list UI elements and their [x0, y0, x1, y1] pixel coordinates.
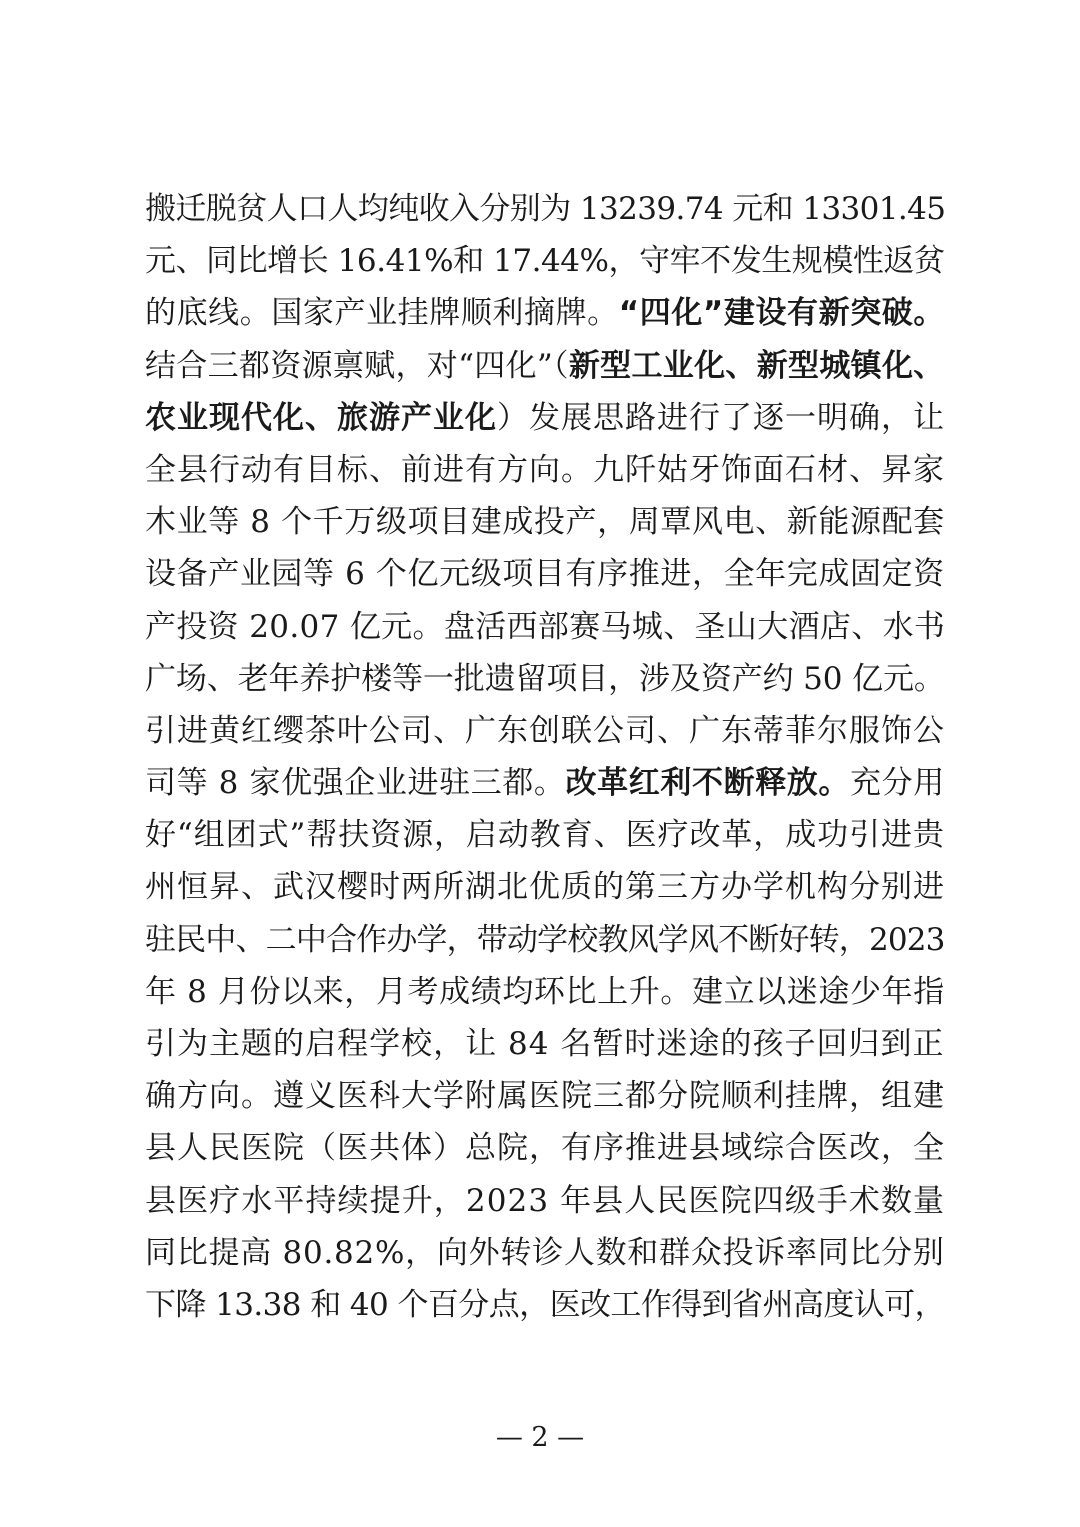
text-line — [145, 705, 945, 757]
paragraph-text: 全县行动有目标、前进有方向。九阡姑牙饰面石材、昇家 — [145, 451, 945, 488]
text-line — [145, 548, 945, 600]
paragraph-text: 好“组团式”帮扶资源，启动教育、医疗改革，成功引进贵 — [145, 817, 945, 854]
body-text — [145, 183, 945, 1331]
text-line — [145, 496, 945, 548]
text-line — [145, 444, 945, 496]
text-line — [145, 1070, 945, 1122]
paragraph-text: 充分用 — [850, 765, 945, 802]
paragraph-text: ）发展思路进行了逐一明确，让 — [497, 399, 945, 436]
text-line — [145, 757, 945, 809]
text-line — [145, 1279, 945, 1331]
paragraph-text: 设备产业园等 6 个亿元级项目有序推进，全年完成固定资 — [145, 556, 945, 593]
paragraph-text: 下降 13.38 和 40 个百分点，医改工作得到省州高度认可， — [145, 1286, 945, 1323]
text-line — [145, 183, 945, 235]
text-line — [145, 392, 945, 444]
paragraph-text: 年 8 月份以来，月考成绩均环比上升。建立以迷途少年指 — [145, 973, 945, 1010]
paragraph-text: 引进黄红缨茶叶公司、广东创联公司、广东蒂菲尔服饰公 — [145, 712, 945, 749]
page-number: — 2 — — [495, 1422, 585, 1453]
paragraph-text: 产投资 20.07 亿元。盘活西部赛马城、圣山大酒店、水书 — [145, 608, 945, 645]
bold-heading-text: 新型工业化、新型城镇化、 — [568, 347, 945, 384]
paragraph-text: 搬迁脱贫人口人均纯收入分别为 13239.74 元和 13301.45 — [145, 191, 945, 227]
paragraph-text: 的底线。国家产业挂牌顺利摘牌。 — [145, 295, 619, 332]
paragraph-text: 确方向。遵义医科大学附属医院三都分院顺利挂牌，组建 — [145, 1078, 945, 1115]
paragraph-text: 木业等 8 个千万级项目建成投产，周覃风电、新能源配套 — [145, 504, 945, 541]
paragraph-text: 同比提高 80.82%，向外转诊人数和群众投诉率同比分别 — [145, 1234, 945, 1271]
text-line — [145, 861, 945, 913]
paragraph-text: 驻民中、二中合作办学，带动学校教风学风不断好转，2023 — [145, 921, 945, 958]
text-line — [145, 235, 945, 287]
text-line — [145, 601, 945, 653]
paragraph-text: 州恒昇、武汉樱时两所湖北优质的第三方办学机构分别进 — [145, 869, 945, 906]
bold-heading-text: 农业现代化、旅游产业化 — [145, 399, 497, 436]
paragraph-text: 司等 8 家优强企业进驻三都。 — [145, 765, 566, 802]
text-line — [145, 1018, 945, 1070]
text-line — [145, 966, 945, 1018]
text-line — [145, 809, 945, 861]
paragraph-text: 县医疗水平持续提升，2023 年县人民医院四级手术数量 — [145, 1182, 945, 1219]
text-line — [145, 1227, 945, 1279]
text-line — [145, 653, 945, 705]
paragraph-text: 县人民医院（医共体）总院，有序推进县域综合医改，全 — [145, 1130, 945, 1167]
paragraph-text: 引为主题的启程学校，让 84 名暂时迷途的孩子回归到正 — [145, 1026, 945, 1062]
paragraph-text: 广场、老年养护楼等一批遗留项目，涉及资产约 50 亿元。 — [145, 660, 945, 697]
paragraph-text: 结合三都资源禀赋，对“四化”（ — [145, 347, 569, 384]
text-line — [145, 340, 945, 392]
paragraph-text: 元、同比增长 16.41%和 17.44%，守牢不发生规模性返贫 — [145, 243, 945, 280]
text-line — [145, 287, 945, 339]
bold-heading-text: 改革红利不断释放。 — [565, 765, 851, 802]
bold-heading-text: “四化”建设有新突破。 — [618, 295, 945, 332]
text-line — [145, 914, 945, 966]
text-line — [145, 1122, 945, 1174]
text-line — [145, 1175, 945, 1227]
